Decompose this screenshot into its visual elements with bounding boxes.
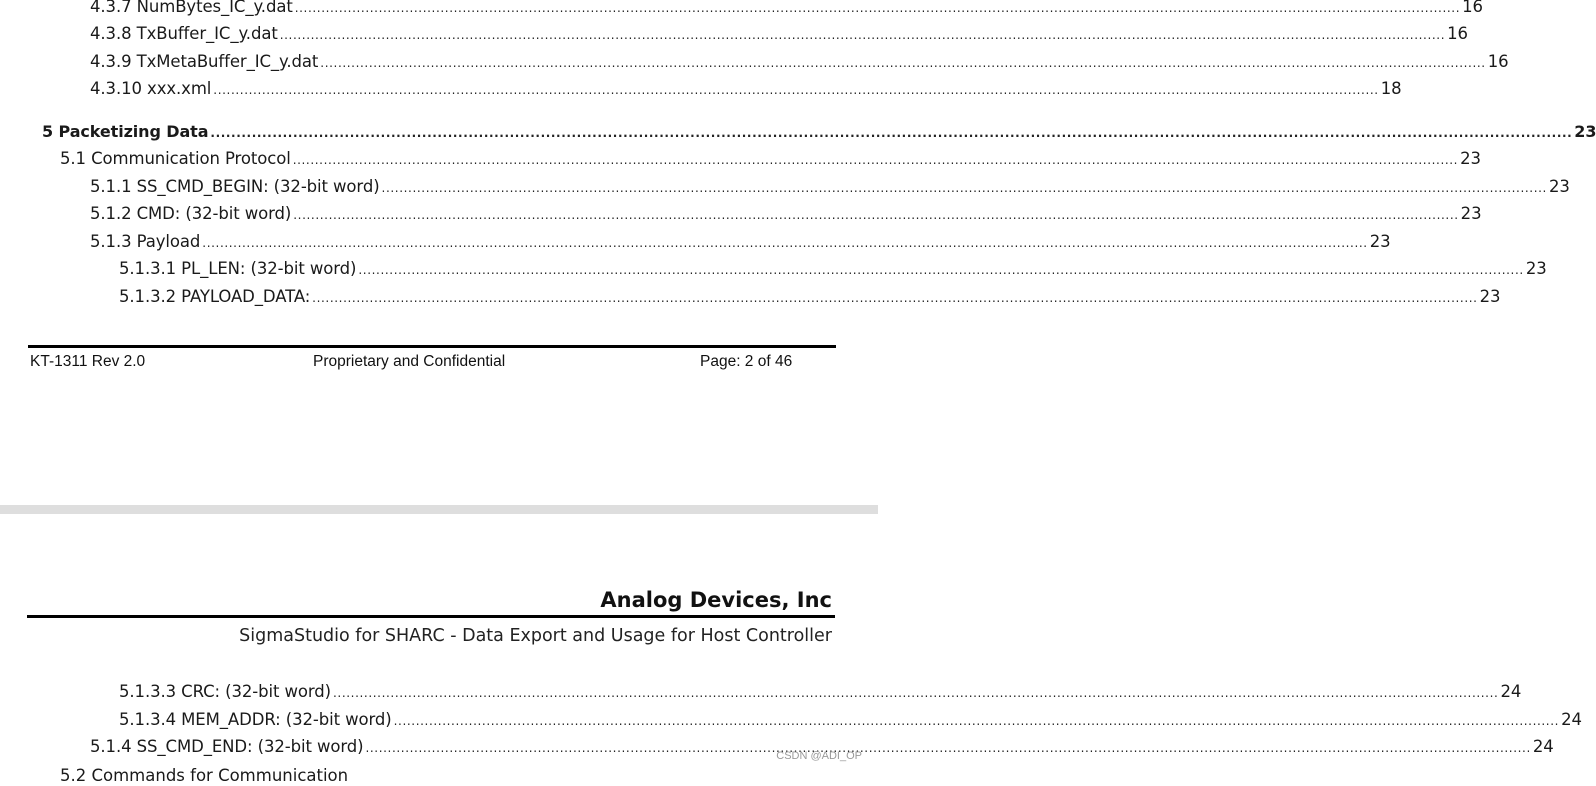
toc-entry-5-1-3-2[interactable] — [119, 287, 1501, 308]
toc-leader-dots — [382, 178, 1547, 198]
toc-entry-label: 5.2 Commands for Communication — [60, 766, 349, 785]
toc-leader-dots — [320, 53, 1485, 73]
toc-entry-label: 4.3.9 TxMetaBuffer_IC_y.dat — [90, 52, 319, 71]
toc-entry-label: 5.1.3.1 PL_LEN: (32-bit word) — [119, 259, 357, 278]
toc-entry-5[interactable] — [42, 122, 1596, 143]
toc-entry-label: 4.3.10 xxx.xml — [90, 79, 212, 98]
footer-confidentiality: Proprietary and Confidential — [313, 353, 506, 370]
toc-leader-dots — [213, 80, 1378, 100]
toc-entry-page: 23 — [1460, 149, 1481, 168]
toc-leader-dots — [210, 123, 1572, 143]
toc-entry-4-3-8[interactable] — [90, 24, 1468, 45]
toc-entry-label: 5.1.3.3 CRC: (32-bit word) — [119, 682, 332, 701]
toc-leader-dots — [293, 150, 1458, 170]
toc-entry-page: 23 — [1574, 122, 1596, 141]
toc-leader-dots — [312, 288, 1477, 308]
footer-rule — [28, 345, 836, 348]
toc-entry-label: 5 Packetizing Data — [42, 122, 209, 141]
toc-entry-5-2-partial — [60, 766, 830, 785]
toc-entry-label: 5.1.1 SS_CMD_BEGIN: (32-bit word) — [90, 177, 380, 196]
toc-entry-page: 24 — [1561, 710, 1582, 729]
company-header: Analog Devices, Inc — [600, 588, 832, 612]
page-separator — [0, 505, 878, 514]
toc-entry-label: 5.1.4 SS_CMD_END: (32-bit word) — [90, 737, 364, 756]
toc-leader-dots — [202, 233, 1367, 253]
toc-entry-5-1-3-3[interactable] — [119, 682, 1522, 703]
toc-entry-4-3-9[interactable] — [90, 52, 1509, 73]
toc-entry-page: 23 — [1369, 232, 1391, 251]
toc-entry-page: 23 — [1479, 287, 1501, 306]
toc-entry-label: 4.3.8 TxBuffer_IC_y.dat — [90, 24, 278, 43]
toc-entry-5-1-2[interactable] — [90, 204, 1482, 225]
toc-entry-page: 16 — [1487, 52, 1509, 71]
toc-leader-dots — [358, 260, 1523, 280]
toc-entry-4-3-7[interactable] — [90, 0, 1483, 18]
toc-entry-label: 5.1.3 Payload — [90, 232, 201, 251]
toc-entry-page: 24 — [1500, 682, 1522, 701]
header-rule — [27, 615, 835, 618]
toc-entry-label: 4.3.7 NumBytes_IC_y.dat — [90, 0, 293, 16]
toc-entry-5-1-3[interactable] — [90, 232, 1391, 253]
toc-entry-page: 23 — [1548, 177, 1570, 196]
toc-entry-page: 16 — [1447, 24, 1468, 43]
toc-entry-5-1-3-1[interactable] — [119, 259, 1547, 280]
toc-entry-5-1-1[interactable] — [90, 177, 1570, 198]
toc-entry-label: 5.1.2 CMD: (32-bit word) — [90, 204, 292, 223]
toc-entry-4-3-10[interactable] — [90, 79, 1402, 100]
toc-entry-label: 5.1.3.4 MEM_ADDR: (32-bit word) — [119, 710, 392, 729]
footer-page-info: Page: 2 of 46 — [700, 353, 793, 370]
toc-leader-dots — [394, 711, 1559, 731]
document-subtitle: SigmaStudio for SHARC - Data Export and Usage for Host Controller — [239, 626, 832, 646]
toc-entry-page: 16 — [1462, 0, 1483, 16]
toc-entry-page: 24 — [1532, 737, 1554, 756]
toc-leader-dots — [333, 683, 1498, 703]
toc-entry-5-1[interactable] — [60, 149, 1481, 170]
toc-entry-page: 23 — [1525, 259, 1547, 278]
toc-leader-dots — [280, 25, 1445, 45]
toc-leader-dots — [365, 738, 1530, 758]
toc-entry-page: 18 — [1380, 79, 1402, 98]
watermark: CSDN @ADI_OP — [776, 750, 862, 762]
toc-entry-5-1-3-4[interactable] — [119, 710, 1582, 731]
toc-entry-page: 23 — [1460, 204, 1482, 223]
toc-leader-dots — [295, 0, 1460, 18]
toc-leader-dots — [293, 205, 1458, 225]
toc-entry-label: 5.1 Communication Protocol — [60, 149, 291, 168]
toc-entry-label: 5.1.3.2 PAYLOAD_DATA: — [119, 287, 311, 306]
footer-doc-id: KT-1311 Rev 2.0 — [30, 353, 146, 370]
